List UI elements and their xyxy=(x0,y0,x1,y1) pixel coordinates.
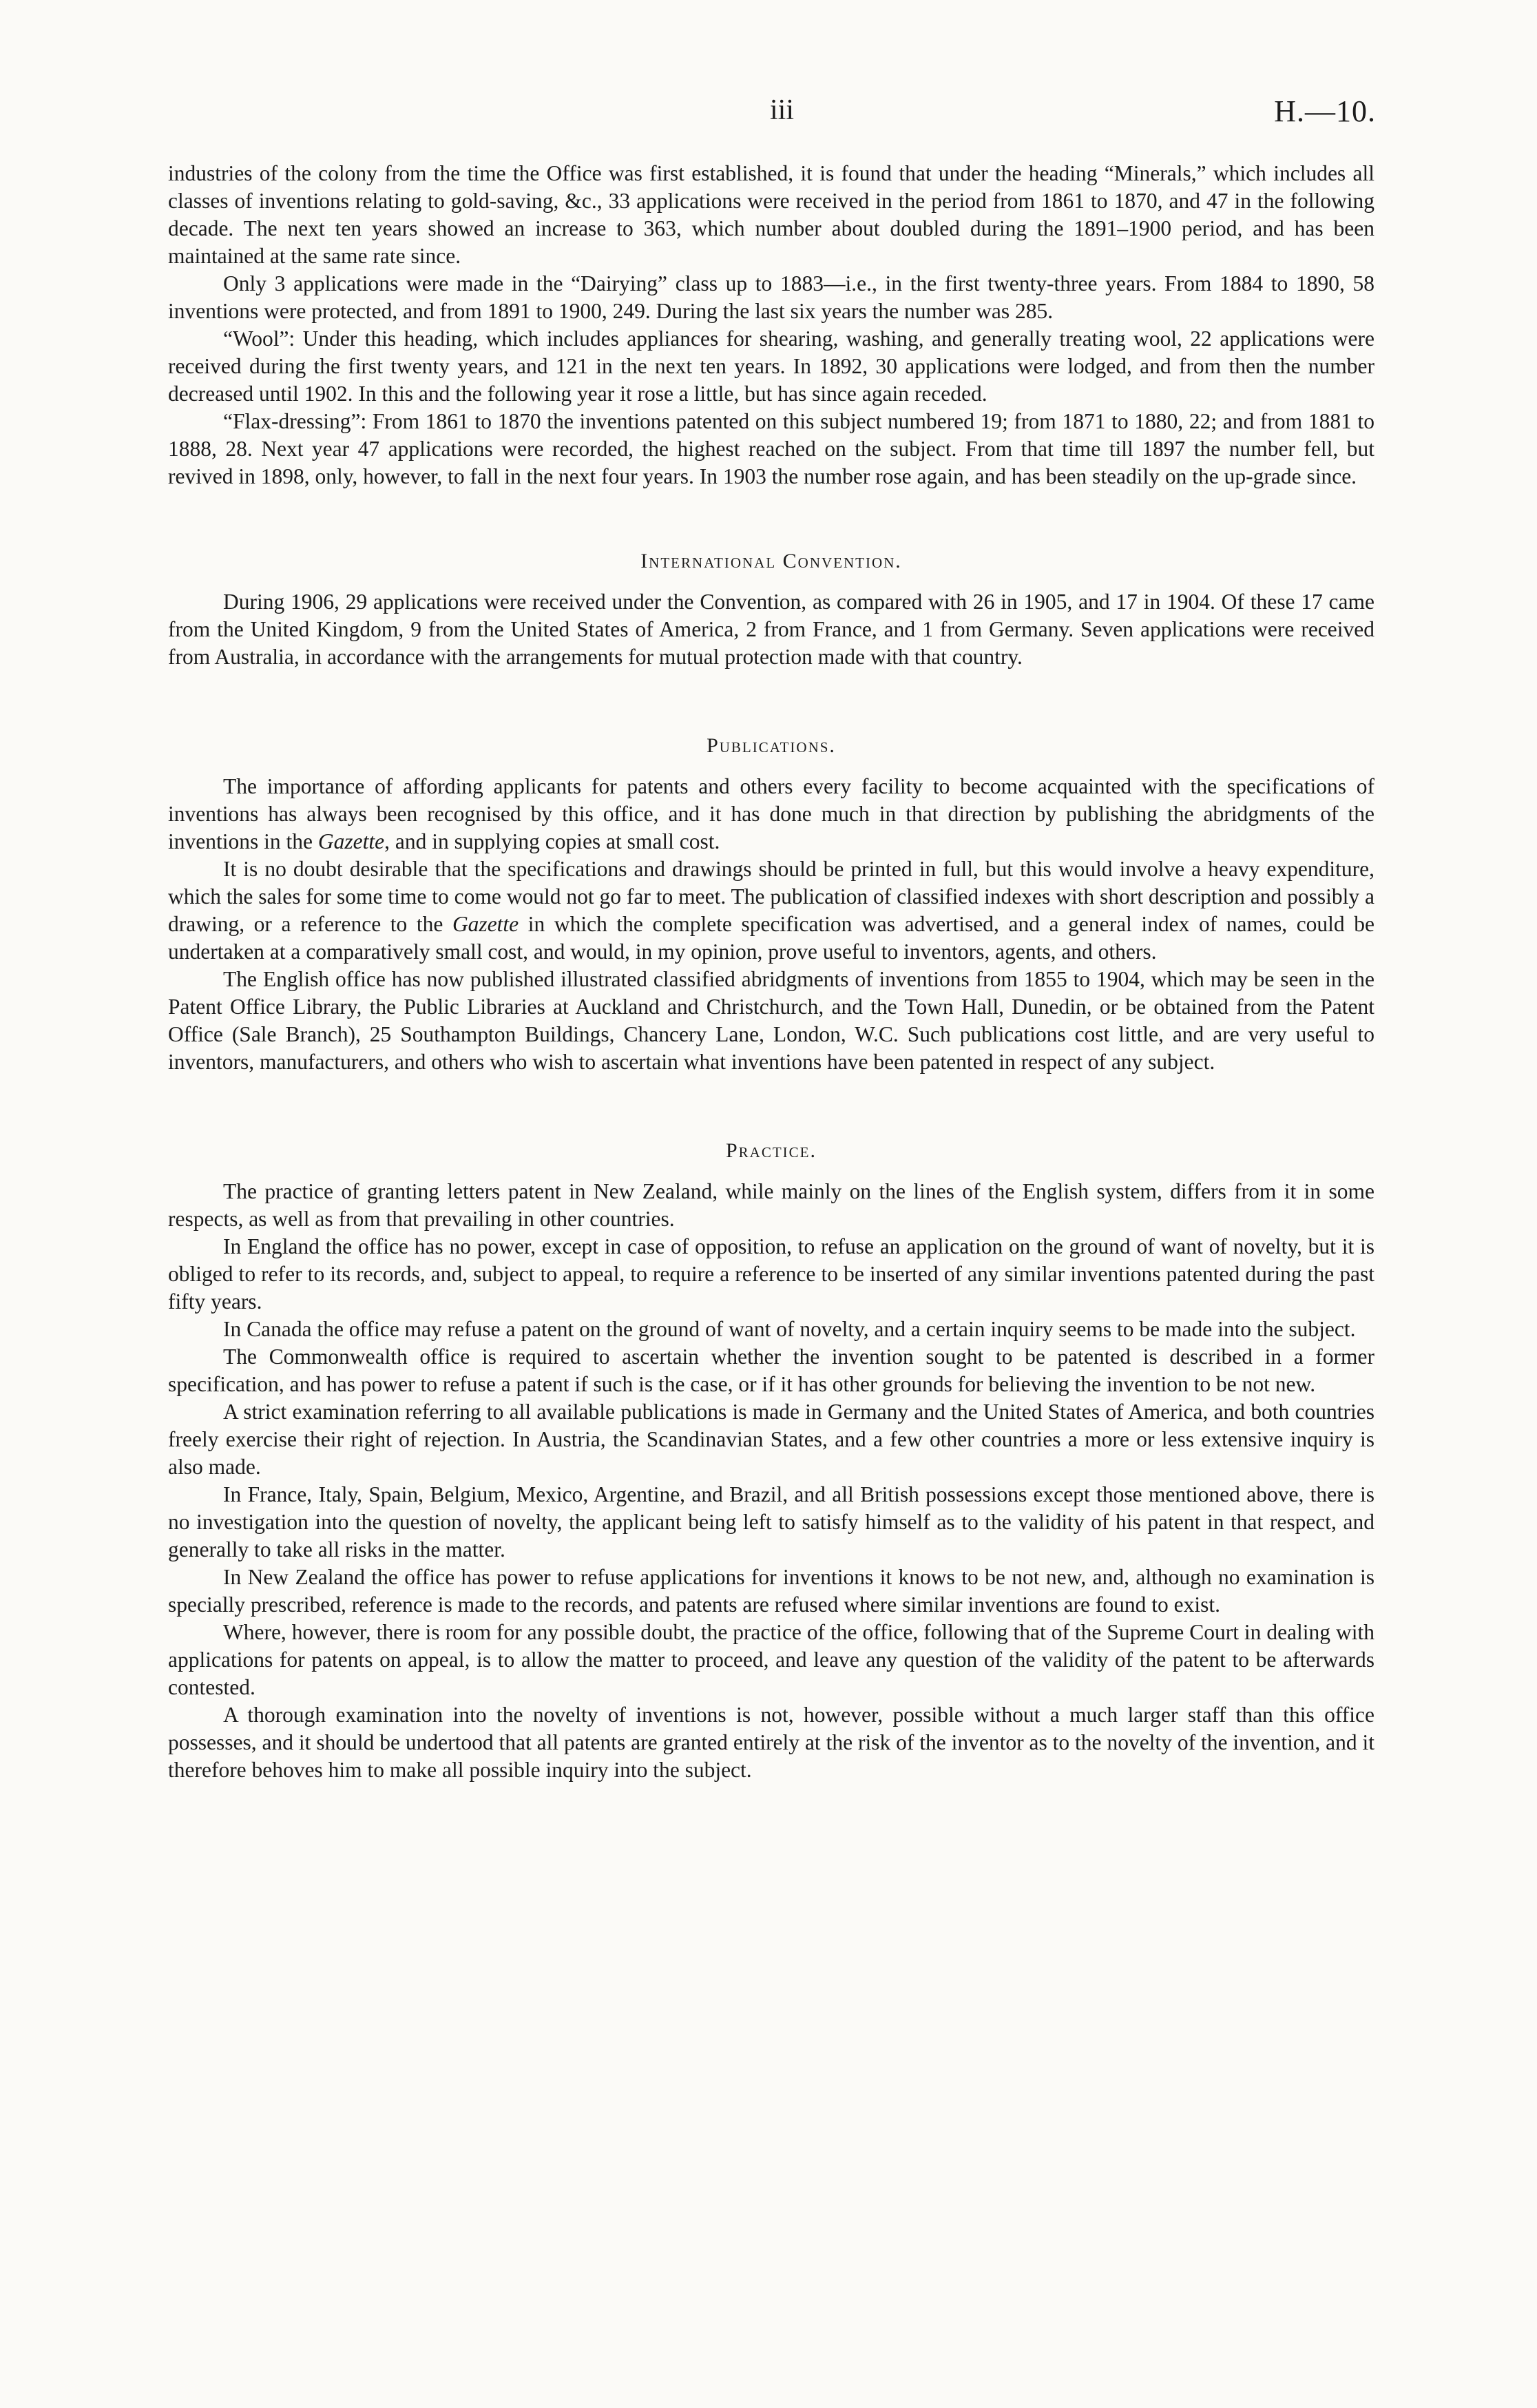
paragraph: The importance of affording applicants for patents and others every facility to become acquainted with the specifications of inventions has always been recognised by this office, and it has done much in that direction by publishing the abridgments of the inventions in the Gazette, and in supplying copies at small cost. xyxy=(168,774,1374,853)
paragraph: In Canada the office may refuse a patent on the ground of want of novelty, and a certain inquiry seems to be made into the subject. xyxy=(223,1317,1356,1341)
paragraph: industries of the colony from the time the Office was first established, it is found that under the heading “Minerals,” which includes all classes of inventions relating to gold-saving, &c., 33 applications were received in the period from 1861 to 1870, and 47 in the following decade. The next ten years showed an increase to 363, which number about doubled during the 1891–1900 period, and has been maintained at the same rate since. xyxy=(168,161,1374,268)
paragraph: A thorough examination into the novelty of inventions is not, however, possible without a much larger staff than this office possesses, and it should be undertood that all patents are granted entirely at the risk of the inventor as to the novelty of the invention, and it therefore behoves him to make all possible inquiry into the subject. xyxy=(168,1703,1374,1782)
page-number: iii xyxy=(770,94,795,126)
paragraph: “Flax-dressing”: From 1861 to 1870 the inventions patented on this subject numbered 19; from 1871 to 1880, 22; and from 1881 to 1888, 28. Next year 47 applications were recorded, the highest reached on the subject. From that time till 1897 the number fell, but revived in 1898, only, however, to fall in the next four years. In 1903 the number rose again, and has been steadily on the up-grade since. xyxy=(168,409,1374,488)
section-heading-international-convention: International Convention. xyxy=(640,550,902,572)
paragraph: Only 3 applications were made in the “Dairying” class up to 1883—i.e., in the first twenty-three years. From 1884 to 1890, 58 inventions were protected, and from 1891 to 1900, 249. During the last six years the number was 285. xyxy=(168,271,1374,323)
paragraph: In France, Italy, Spain, Belgium, Mexico, Argentine, and Brazil, and all British possessions except those mentioned above, there is no investigation into the question of novelty, the applicant being left to satisfy himself as to the validity of his patent in that respect, and generally to take all risks in the matter. xyxy=(168,1482,1374,1561)
paragraph: The English office has now published illustrated classified abridgments of inventions from 1855 to 1904, which may be seen in the Patent Office Library, the Public Libraries at Auckland and Christchurch, and the Town Hall, Dunedin, or be obtained from the Patent Office (Sale Branch), 25 Southampton Buildings, Chancery Lane, London, W.C. Such publications cost little, and are very useful to inventors, manufacturers, and others who wish to ascertain what inventions have been patented in respect of any subject. xyxy=(168,967,1374,1074)
paragraph: During 1906, 29 applications were received under the Convention, as compared with 26 in 1905, and 17 in 1904. Of these 17 came from the United Kingdom, 9 from the United States of America, 2 from France, and 1 from Germany. Seven applications were received from Australia, in accordance with the arrangements for mutual protection made with that country. xyxy=(168,590,1374,669)
paragraph: The Commonwealth office is required to ascertain whether the invention sought to be patented is described in a former specification, and has power to refuse a patent if such is the case, or if it has other grounds for believing the invention to be not new. xyxy=(168,1345,1374,1396)
paragraph: A strict examination referring to all available publications is made in Germany and the United States of America, and both countries freely exercise their right of rejection. In Austria, the Scandinavian States, and a few other countries a more or less extensive inquiry is also made. xyxy=(168,1400,1374,1479)
paragraph: It is no doubt desirable that the specifications and drawings should be printed in full, but this would involve a heavy expenditure, which the sales for some time to come would not go far to meet. The publication of classified indexes with short description and possibly a drawing, or a reference to the Gazette in which the complete specification was advertised, and a general index of names, could be undertaken at a comparatively small cost, and would, in my opinion, prove useful to inventors, agents, and others. xyxy=(168,857,1374,964)
paragraph: In England the office has no power, except in case of opposition, to refuse an application on the ground of want of novelty, but it is obliged to refer to its records, and, subject to appeal, to require a reference to be inserted of any similar inventions patented during the past fifty years. xyxy=(168,1234,1374,1314)
section-heading-publications: Publications. xyxy=(707,734,836,757)
section-heading-practice: Practice. xyxy=(725,1139,817,1162)
paragraph: The practice of granting letters patent in New Zealand, while mainly on the lines of the English system, differs from it in some respects, as well as from that prevailing in other countries. xyxy=(168,1179,1374,1231)
paragraph: “Wool”: Under this heading, which includes appliances for shearing, washing, and generally treating wool, 22 applications were received during the first twenty years, and 121 in the next ten years. In 1892, 30 applications were lodged, and from then the number decreased until 1902. In this and the following year it rose a little, but has since again receded. xyxy=(168,326,1374,406)
document-body xyxy=(168,160,1374,1784)
paragraph: Where, however, there is room for any possible doubt, the practice of the office, following that of the Supreme Court in dealing with applications for patents on appeal, is to allow the matter to proceed, and leave any question of the validity of the patent to be afterwards contested. xyxy=(168,1620,1374,1699)
paragraph: In New Zealand the office has power to refuse applications for inventions it knows to be not new, and, although no examination is specially prescribed, reference is made to the records, and patents are refused where similar inventions are found to exist. xyxy=(168,1565,1374,1617)
document-reference: H.—10. xyxy=(1274,94,1376,128)
